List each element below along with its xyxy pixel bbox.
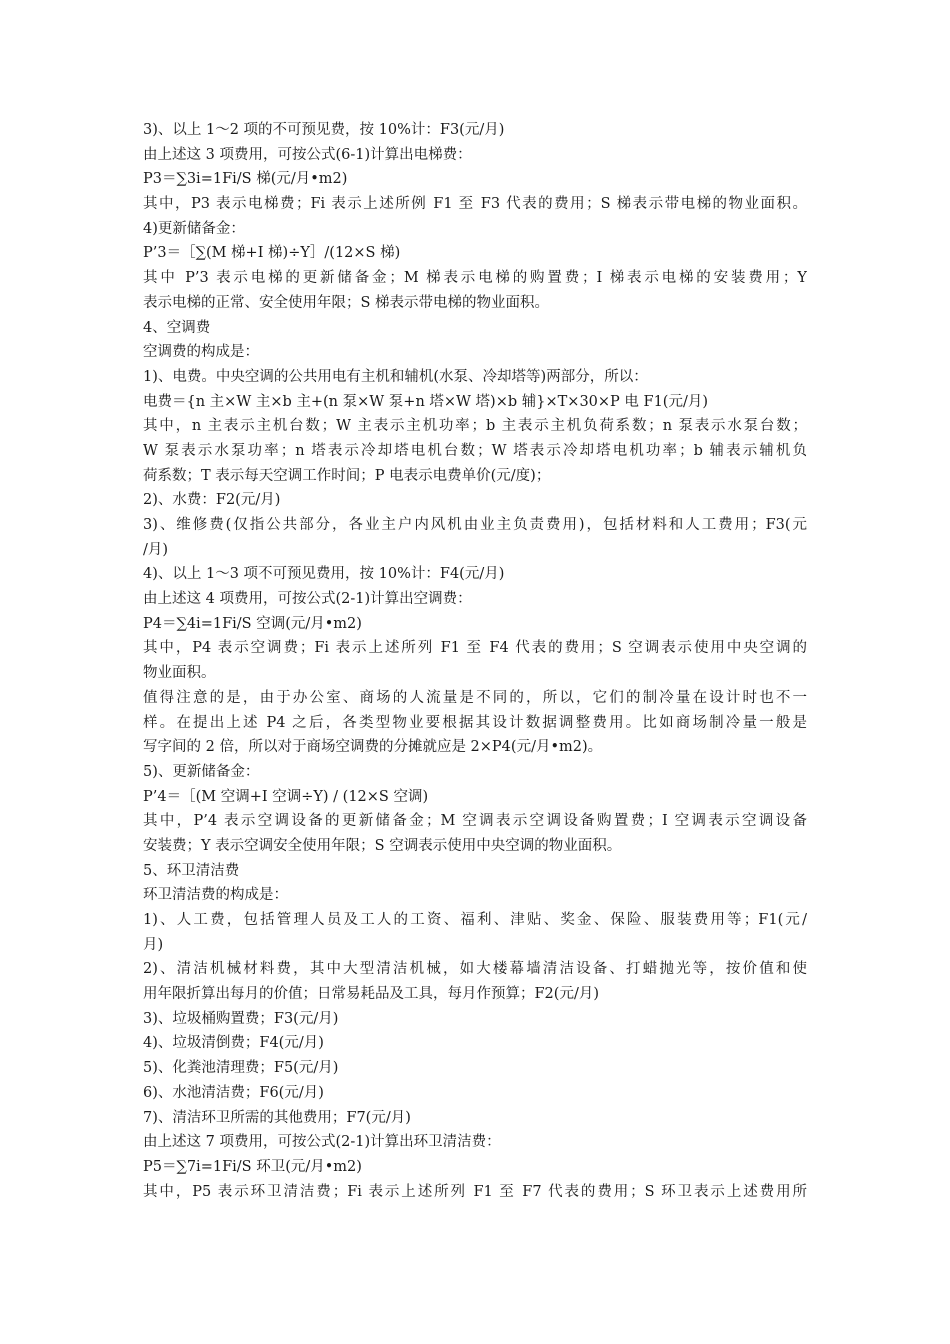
text-line: 其中 P’3 表示电梯的更新储备金；M 梯表示电梯的购置费；I 梯表示电梯的安装费用；Y	[143, 270, 807, 287]
text-line: 5、环卫清洁费	[143, 862, 240, 879]
text-line: 荷系数；T 表示每天空调工作时间；P 电表示电费单价(元/度)；	[143, 467, 551, 484]
text-line: 1)、人工费，包括管理人员及工人的工资、福利、津贴、奖金、保险、服装费用等；F1(元/	[143, 912, 807, 928]
text-line: 5)、化粪池清理费；F5(元/月)	[143, 1060, 339, 1077]
text-line: 用年限折算出每月的价值；日常易耗品及工具，每月作预算；F2(元/月)	[143, 986, 599, 1003]
text-line: 7)、清洁环卫所需的其他费用；F7(元/月)	[143, 1109, 411, 1126]
text-line: 4、空调费	[143, 319, 211, 336]
text-line: 安装费；Y 表示空调安全使用年限；S 空调表示使用中央空调的物业面积。	[143, 837, 622, 854]
text-line: P’3＝［∑(M 梯+I 梯)÷Y］/(12×S 梯)	[143, 245, 401, 262]
text-line: P3＝∑3i=1Fi/S 梯(元/月•m2)	[143, 171, 348, 188]
text-line: 样。在提出上述 P4 之后，各类型物业要根据其设计数据调整费用。比如商场制冷量一般是	[143, 714, 807, 731]
text-line: 3)、以上 1～2 项的不可预见费，按 10%计：F3(元/月)	[143, 122, 505, 138]
text-line: 3)、垃圾桶购置费；F3(元/月)	[143, 1010, 339, 1027]
text-line: 空调费的构成是：	[143, 344, 259, 361]
text-line: 4)、垃圾清倒费；F4(元/月)	[143, 1035, 324, 1052]
text-line: 4)、以上 1～3 项不可预见费用，按 10%计：F4(元/月)	[143, 566, 505, 583]
text-line: 5)、更新储备金：	[143, 763, 260, 780]
text-line: 2)、清洁机械材料费，其中大型清洁机械，如大楼幕墙清洁设备、打蜡抛光等，按价值和使	[143, 961, 807, 978]
text-line: 由上述这 3 项费用，可按公式(6-1)计算出电梯费：	[143, 146, 472, 163]
text-line: 1)、电费。中央空调的公共用电有主机和辅机(水泵、冷却塔等)两部分，所以：	[143, 368, 648, 385]
text-line: P4＝∑4i=1Fi/S 空调(元/月•m2)	[143, 615, 362, 632]
text-line: 6)、水池清洁费；F6(元/月)	[143, 1084, 324, 1101]
text-line: 由上述这 4 项费用，可按公式(2-1)计算出空调费：	[143, 591, 472, 608]
text-line: 电费＝{n 主×W 主×b 主+(n 泵×W 泵+n 塔×W 塔)×b 辅}×T×30×P 电 F1(元/月)	[143, 393, 709, 410]
text-line: P’4＝［(M 空调+I 空调÷Y) / (12×S 空调)	[143, 788, 429, 805]
text-line: 3)、维修费(仅指公共部分，各业主户内风机由业主负责费用)，包括材料和人工费用；F3(元	[143, 517, 807, 533]
text-line: 由上述这 7 项费用，可按公式(2-1)计算出环卫清洁费：	[143, 1134, 501, 1151]
text-line: 写字间的 2 倍，所以对于商场空调费的分摊就应是 2×P4(元/月•m2)。	[143, 739, 603, 756]
document-body	[143, 118, 807, 1204]
text-line: 环卫清洁费的构成是：	[143, 887, 288, 904]
text-line: 2)、水费：F2(元/月)	[143, 492, 281, 509]
text-line: 月)	[143, 936, 164, 953]
text-line: 表示电梯的正常、安全使用年限；S 梯表示带电梯的物业面积。	[143, 294, 550, 311]
text-line: 其中，P5 表示环卫清洁费；Fi 表示上述所列 F1 至 F7 代表的费用；S 环卫表示上述费用所	[143, 1183, 807, 1200]
text-line: 其中，P3 表示电梯费；Fi 表示上述所例 F1 至 F3 代表的费用；S 梯表示带电梯的物业面积。	[143, 196, 807, 213]
text-line: 其中，P’4 表示空调设备的更新储备金；M 空调表示空调设备购置费；I 空调表示空调设备	[143, 813, 807, 830]
text-line: 值得注意的是，由于办公室、商场的人流量是不同的，所以，它们的制冷量在设计时也不一	[143, 689, 807, 706]
text-line: 其中，P4 表示空调费；Fi 表示上述所列 F1 至 F4 代表的费用；S 空调表示使用中央空调的	[143, 640, 807, 657]
text-line: W 泵表示水泵功率；n 塔表示冷却塔电机台数；W 塔表示冷却塔电机功率；b 辅表示辅机负	[143, 442, 807, 459]
text-line: 物业面积。	[143, 665, 216, 682]
text-line: 其中，n 主表示主机台数；W 主表示主机功率；b 主表示主机负荷系数；n 泵表示水泵台数；	[143, 418, 807, 435]
text-line: /月)	[143, 541, 169, 558]
text-line: P5＝∑7i=1Fi/S 环卫(元/月•m2)	[143, 1158, 362, 1175]
text-line: 4)更新储备金：	[143, 220, 245, 237]
